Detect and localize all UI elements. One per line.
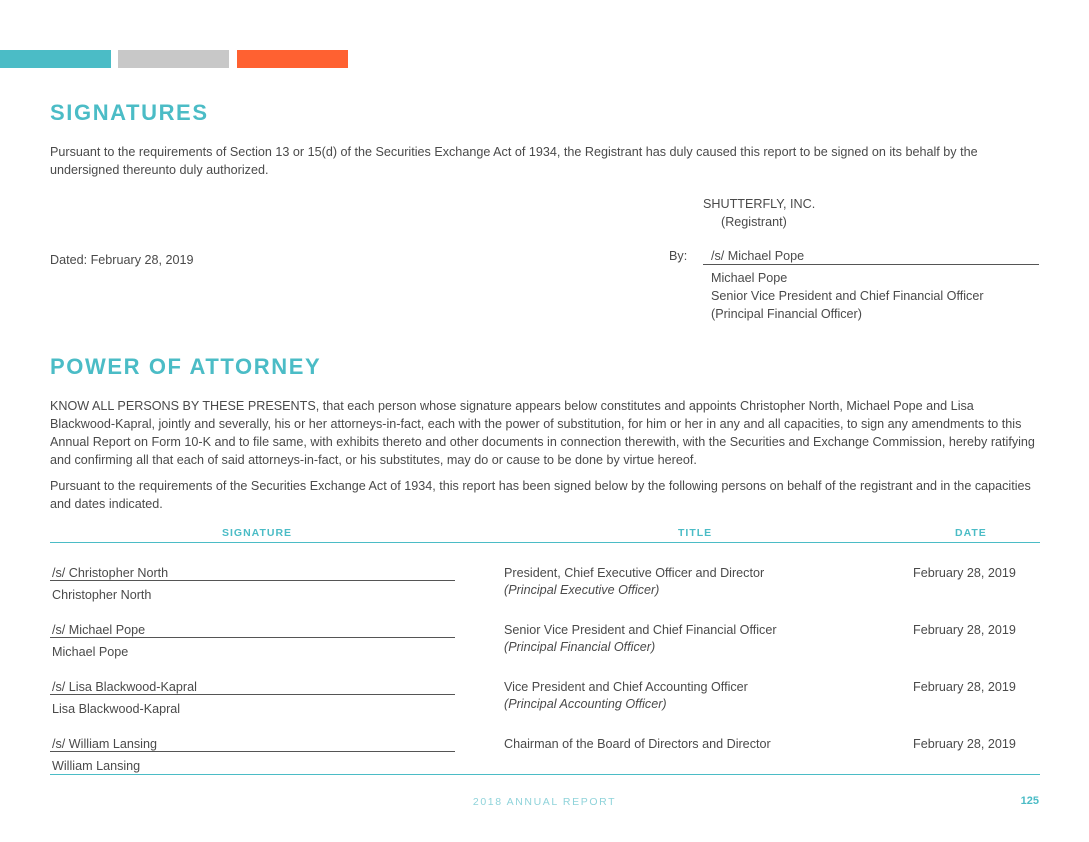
date-cell: February 28, 2019 [913,566,1016,580]
signer-role: (Principal Financial Officer) [711,307,862,321]
table-header-rule [50,542,1040,543]
signature-line [50,637,455,638]
registrant-label: (Registrant) [721,215,787,229]
signature-line [703,264,1039,265]
column-header-title: TITLE [678,527,713,539]
table-row [0,566,1089,623]
poa-heading: POWER OF ATTORNEY [50,354,322,379]
signature-text: /s/ Michael Pope [711,249,805,263]
signature-line [50,580,455,581]
table-bottom-rule [50,774,1040,775]
signer-name: Michael Pope [711,271,788,285]
signer-name-cell: Lisa Blackwood-Kapral [52,702,181,716]
title-role-cell: (Principal Accounting Officer) [504,697,667,711]
accent-bar-teal [0,50,111,68]
accent-bar-orange [237,50,348,68]
date-cell: February 28, 2019 [913,623,1016,637]
title-cell: Chairman of the Board of Directors and Director [504,737,771,751]
signature-line [50,751,455,752]
table-row [0,737,1089,794]
signature-cell: /s/ Lisa Blackwood-Kapral [52,680,197,694]
poa-pursuant-paragraph: Pursuant to the requirements of the Securities Exchange Act of 1934, this report has been signed below by the following persons on behalf of the registrant and in the capacities and dates indicated. [50,479,1031,511]
accent-bar-gray [118,50,229,68]
dated-line: Dated: February 28, 2019 [50,253,194,267]
column-header-signature: SIGNATURE [222,527,293,539]
signer-name-cell: William Lansing [52,759,141,773]
signer-title: Senior Vice President and Chief Financial Officer [711,289,984,303]
by-label: By: [669,249,688,263]
footer-report-title: 2018 ANNUAL REPORT [472,796,617,808]
page-number: 125 [1020,795,1039,807]
date-cell: February 28, 2019 [913,737,1016,751]
table-row [0,680,1089,737]
date-cell: February 28, 2019 [913,680,1016,694]
signatures-heading: SIGNATURES [50,100,209,125]
company-name: SHUTTERFLY, INC. [703,197,816,211]
column-header-date: DATE [955,527,987,539]
signature-cell: /s/ Christopher North [52,566,169,580]
title-cell: Vice President and Chief Accounting Officer [504,680,748,694]
title-role-cell: (Principal Executive Officer) [504,583,660,597]
poa-paragraph: KNOW ALL PERSONS BY THESE PRESENTS, that each person whose signature appears below constitutes and appoints Christopher North, Michael Pope and Lisa Blackwood-Kapral, jointly and severally, his or her attorneys-in-fact, each with the power of substitution, for him or her in any and all capacities, to sign any amendments to this Annual Report on Form 10-K and to file same, with exhibits thereto and other documents in connection therewith, with the Securities and Exchange Commission, hereby ratifying and confirming all that each of said attorneys-in-fact, or his substitutes, may do or cause to be done by virtue hereof. [50,399,1035,467]
signer-name-cell: Christopher North [52,588,152,602]
signature-cell: /s/ William Lansing [52,737,157,751]
signer-name-cell: Michael Pope [52,645,129,659]
signatures-intro: Pursuant to the requirements of Section 13 or 15(d) of the Securities Exchange Act of 1934, the Registrant has duly caused this report to be signed on its behalf by the undersigned thereunto duly authorized. [50,145,978,177]
table-row [0,623,1089,680]
signature-cell: /s/ Michael Pope [52,623,146,637]
signature-line [50,694,455,695]
title-cell: President, Chief Executive Officer and Director [504,566,765,580]
title-cell: Senior Vice President and Chief Financial Officer [504,623,777,637]
title-role-cell: (Principal Financial Officer) [504,640,656,654]
